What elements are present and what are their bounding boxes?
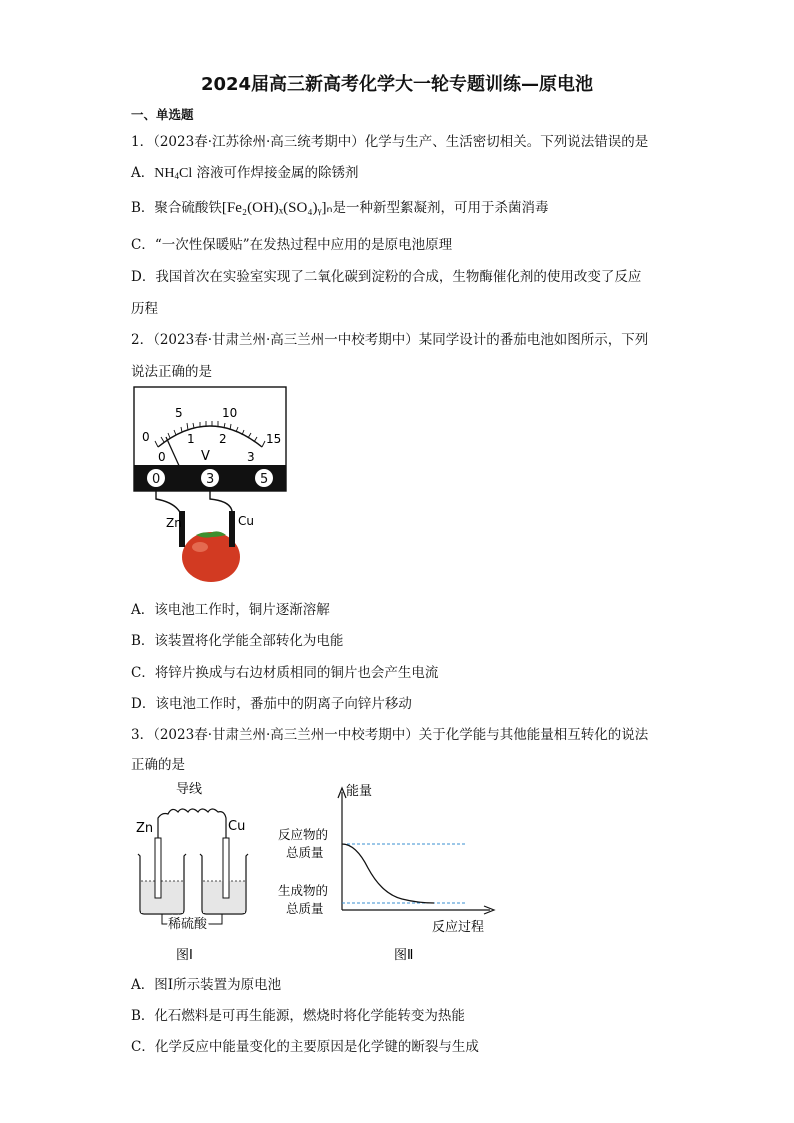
q3-stem-cont: 正确的是 — [131, 757, 185, 773]
fig2-caption: 图Ⅱ — [394, 948, 414, 963]
q3-option-b: B．化石燃料是可再生能源，燃烧时将化学能转变为热能 — [131, 1008, 465, 1024]
terminal-label-3: 3 — [206, 472, 215, 487]
energy-diagram-figure — [272, 778, 502, 966]
upper-scale-0: 0 — [142, 430, 150, 444]
cu-electrode — [229, 511, 235, 539]
zn-label: Zn — [166, 516, 182, 530]
product-label-2: 总质量 — [286, 901, 324, 916]
q1-option-b-formula: [Fe₂(OH)ₓ(SO₄)ᵧ]ₙ — [221, 200, 333, 216]
q1-option-d: D．我国首次在实验室实现了二氧化碳到淀粉的合成，生物酶催化剂的使用改变了反应 — [131, 269, 642, 285]
reactant-label-2: 总质量 — [286, 845, 324, 860]
q3-stem: 3．（2023春·甘肃兰州·高三兰州一中校考期中）关于化学能与其他能量相互转化的说法 — [131, 727, 649, 743]
fig1-caption: 图Ⅰ — [176, 948, 193, 963]
upper-scale-15: 15 — [266, 432, 282, 446]
galvanic-cell-figure — [132, 778, 258, 966]
q1-option-b-prefix: B．聚合硫酸铁 — [131, 200, 222, 216]
cu-label: Cu — [238, 514, 254, 528]
fig1-cu-label: Cu — [228, 819, 246, 834]
q1-option-b-text: 是一种新型絮凝剂，可用于杀菌消毒 — [332, 200, 549, 216]
upper-scale-10: 10 — [222, 406, 238, 420]
y-axis-label: 能量 — [346, 784, 373, 799]
q2-option-a: A．该电池工作时，铜片逐渐溶解 — [131, 602, 330, 618]
acid-label: 稀硫酸 — [168, 917, 208, 932]
energy-curve — [342, 844, 434, 903]
q2-stem: 2．（2023春·甘肃兰州·高三兰州一中校考期中）某同学设计的番茄电池如图所示，下列 — [131, 332, 649, 348]
q1-option-c: C．“一次性保暖贴”在发热过程中应用的是原电池原理 — [131, 237, 453, 253]
q2-option-b: B．该装置将化学能全部转化为电能 — [131, 633, 344, 649]
q1-option-a-text: 溶液可作焊接金属的除锈剂 — [192, 165, 359, 181]
q3-option-c: C．化学反应中能量变化的主要原因是化学键的断裂与生成 — [131, 1039, 479, 1055]
reactant-label-1: 反应物的 — [278, 827, 329, 842]
cu-rod — [223, 838, 229, 898]
q2-option-c: C．将锌片换成与右边材质相同的铜片也会产生电流 — [131, 665, 439, 681]
terminal-label-0: 0 — [152, 472, 161, 487]
q2-stem-cont: 说法正确的是 — [131, 364, 212, 380]
q1-option-a-formula: $NH_4Cl$ — [154, 166, 193, 181]
q1-option-d-cont: 历程 — [131, 301, 158, 317]
upper-scale-5: 5 — [175, 406, 183, 420]
q1-option-b — [131, 196, 549, 217]
lower-scale-0: 0 — [158, 450, 166, 464]
wire-cu — [210, 487, 232, 535]
x-axis-label: 反应过程 — [432, 920, 485, 935]
lower-scale-3: 3 — [247, 450, 255, 464]
voltmeter-unit: V — [201, 449, 210, 464]
tomato-battery-figure — [130, 385, 295, 585]
terminal-label-5: 5 — [260, 472, 269, 487]
zn-rod — [155, 838, 161, 898]
product-label-1: 生成物的 — [278, 883, 329, 898]
q1-option-a — [131, 161, 359, 182]
page-title: 2024届高三新高考化学大一轮专题训练—原电池 — [200, 74, 594, 95]
wire-label: 导线 — [176, 782, 203, 797]
lower-scale-1: 1 — [187, 432, 195, 446]
connecting-wire — [158, 809, 226, 838]
lower-scale-2: 2 — [219, 432, 227, 446]
q2-option-d: D．该电池工作时，番茄中的阴离子向锌片移动 — [131, 696, 412, 712]
q1-option-a-prefix: A． — [131, 165, 155, 181]
q1-stem: 1．（2023春·江苏徐州·高三统考期中）化学与生产、生活密切相关。下列说法错误的是 — [131, 134, 649, 150]
section-heading: 一、单选题 — [131, 107, 194, 122]
fig1-zn-label: Zn — [136, 821, 154, 836]
q3-option-a: A．图Ⅰ所示装置为原电池 — [131, 977, 282, 993]
